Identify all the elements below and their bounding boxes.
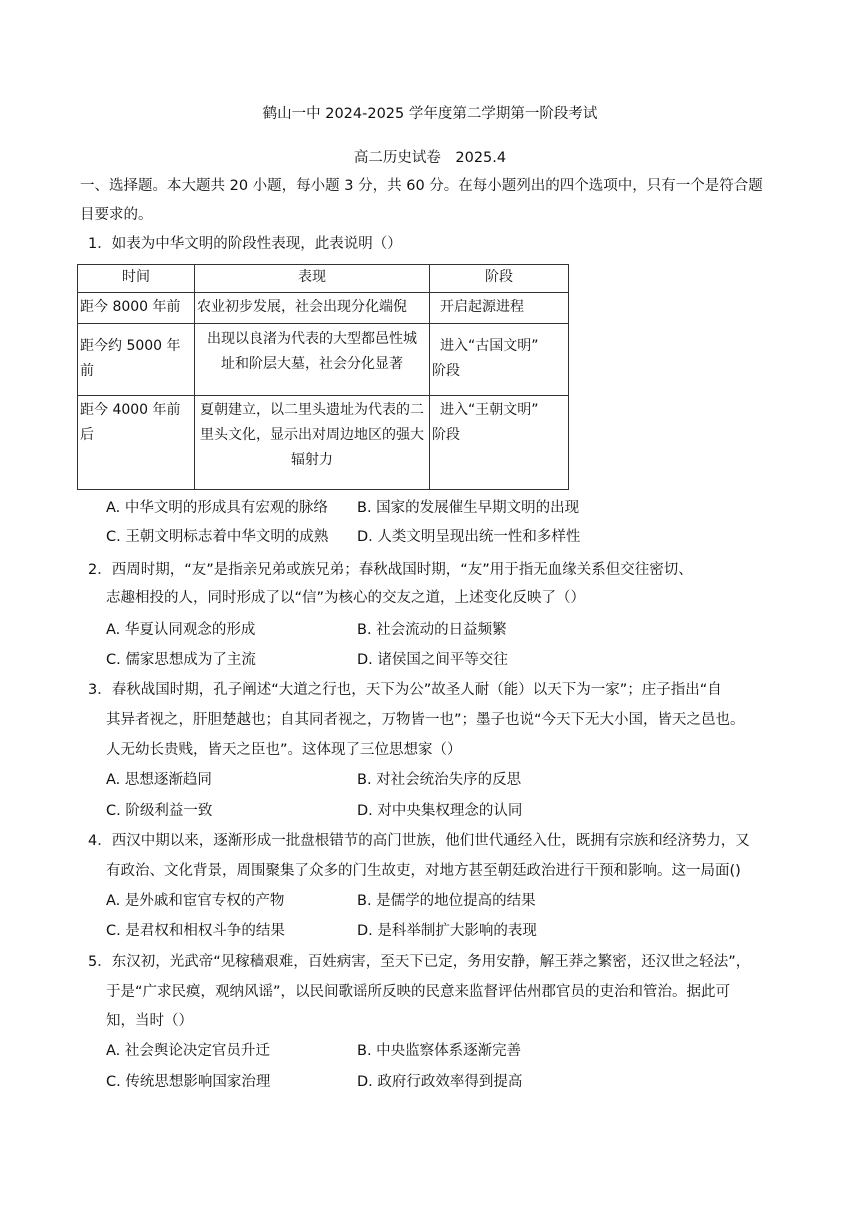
section-instruction-line1: 一、选择题。本大题共 20 小题，每小题 3 分，共 60 分。在每小题列出的四个选项中，只有一个是符合题: [80, 178, 763, 194]
table-cell-desc: 夏朝建立，以二里头遗址为代表的二 里头文化，显示出对周边地区的强大 辐射力: [195, 396, 430, 490]
exam-title: 鹤山一中 2024-2025 学年度第二学期第一阶段考试: [262, 106, 598, 122]
q5-stem-line2: 于是“广求民瘼，观纳风谣”，以民间歌谣所反映的民意来监督评估州郡官员的吏治和管治。据此可: [106, 984, 731, 1000]
q5-option-a: A. 社会舆论决定官员升迁: [106, 1043, 270, 1059]
q4-option-a: A. 是外戚和宦官专权的产物: [106, 893, 285, 909]
table-cell-stage: 进入“古国文明” 阶段: [430, 324, 569, 396]
q4-option-c: C. 是君权和相权斗争的结果: [106, 923, 285, 939]
q5-stem-line3: 知，当时（）: [106, 1013, 193, 1029]
exam-subtitle: 高二历史试卷 2025.4: [353, 150, 507, 166]
table-row: [78, 396, 569, 490]
q3-option-a: A. 思想逐渐趋同: [106, 772, 212, 788]
q5-option-b: B. 中央监察体系逐渐完善: [357, 1043, 522, 1059]
q5-option-d: D. 政府行政效率得到提高: [357, 1074, 523, 1090]
table-cell-stage: 开启起源进程: [430, 293, 569, 324]
table-header-stage: 阶段: [430, 265, 569, 293]
q3-stem-line3: 人无幼长贵贱，皆天之臣也”。这体现了三位思想家（）: [106, 742, 462, 758]
q3-option-c: C. 阶级利益一致: [106, 803, 213, 819]
table-header-desc: 表现: [195, 265, 430, 293]
q2-option-d: D. 诸侯国之间平等交往: [357, 652, 508, 668]
section-instruction-line2: 目要求的。: [80, 207, 153, 223]
table-cell-desc: 农业初步发展，社会出现分化端倪: [195, 293, 430, 324]
table-cell-stage: 进入“王朝文明” 阶段: [430, 396, 569, 490]
table-cell-desc: 出现以良渚为代表的大型都邑性城 址和阶层大墓，社会分化显著: [195, 324, 430, 396]
q2-option-b: B. 社会流动的日益频繁: [357, 622, 507, 638]
q3-option-d: D. 对中央集权理念的认同: [357, 803, 523, 819]
q1-option-b: B. 国家的发展催生早期文明的出现: [357, 500, 580, 516]
table-row: [78, 324, 569, 396]
q3-stem-line2: 其异者视之，肝胆楚越也；自其同者视之，万物皆一也”；墨子也说“今天下无大小国，皆天之邑也。: [106, 712, 745, 728]
table-cell-time: 距今 8000 年前: [78, 293, 195, 324]
q4-stem-line2: 有政治、文化背景，周围聚集了众多的门生故吏，对地方甚至朝廷政治进行干预和影响。这一局面(): [106, 863, 741, 879]
q1-option-c: C. 王朝文明标志着中华文明的成熟: [106, 529, 329, 545]
q3-option-b: B. 对社会统治失序的反思: [357, 772, 522, 788]
q1-option-a: A. 中华文明的形成具有宏观的脉络: [106, 500, 328, 516]
q4-option-b: B. 是儒学的地位提高的结果: [357, 893, 536, 909]
q4-option-d: D. 是科举制扩大影响的表现: [357, 923, 537, 939]
table-cell-time: 距今约 5000 年前: [78, 324, 195, 396]
table-cell-time: 距今 4000 年前后: [78, 396, 195, 490]
q5-stem-line1: 5．东汉初，光武帝“见稼穑艰难，百姓病害，至天下已定，务用安静，解王莽之繁密，还汉世之轻法”，: [88, 954, 751, 970]
q5-option-c: C. 传统思想影响国家治理: [106, 1074, 271, 1090]
q2-stem-line1: 2．西周时期，“友”是指亲兄弟或族兄弟；春秋战国时期，“友”用于指无血缘关系但交往密切、: [88, 562, 693, 578]
q2-option-a: A. 华夏认同观念的形成: [106, 622, 256, 638]
q1-table: [77, 264, 569, 490]
q2-option-c: C. 儒家思想成为了主流: [106, 652, 256, 668]
table-header-row: [78, 265, 569, 293]
q2-stem-line2: 志趣相投的人，同时形成了以“信”为核心的交友之道，上述变化反映了（）: [106, 590, 586, 606]
q1-stem: 1．如表为中华文明的阶段性表现，此表说明（）: [88, 236, 402, 252]
q4-stem-line1: 4．西汉中期以来，逐渐形成一批盘根错节的高门世族，他们世代通经入仕，既拥有宗族和经济势力，又: [88, 833, 750, 849]
table-row: [78, 293, 569, 324]
q3-stem-line1: 3．春秋战国时期，孔子阐述“大道之行也，天下为公”故圣人耐（能）以天下为一家”；庄子指出“自: [88, 682, 722, 698]
table-header-time: 时间: [78, 265, 195, 293]
q1-option-d: D. 人类文明呈现出统一性和多样性: [357, 529, 581, 545]
